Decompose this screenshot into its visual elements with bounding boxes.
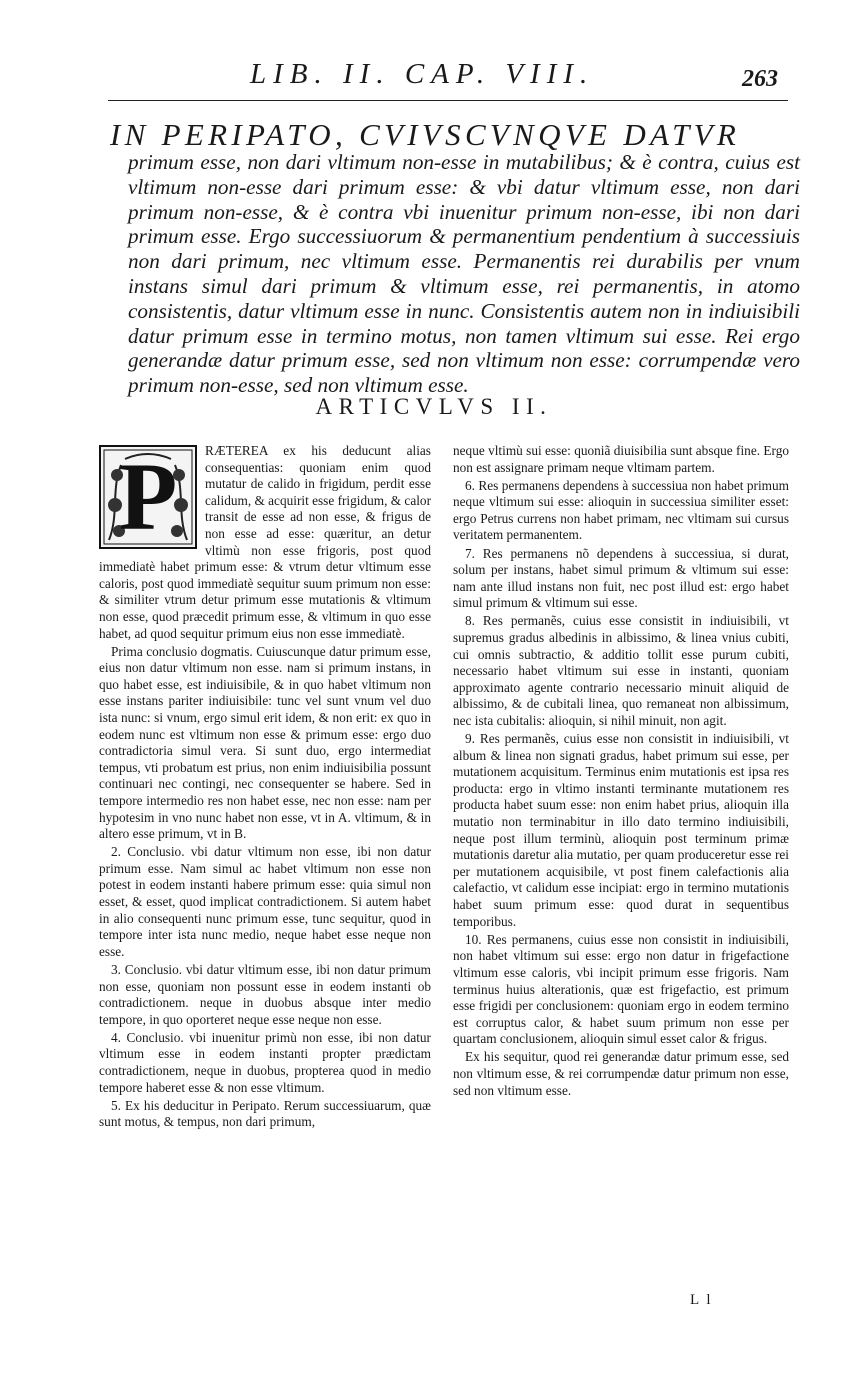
paragraph-item-5: 5. Ex his deducitur in Peripato. Rerum successiuarum, quæ sunt motus, & tempus, non dari primum, (99, 1097, 431, 1130)
paragraph-conclusio-4: 4. Conclusio. vbi inuenitur primù non esse, ibi non datur vltimum esse in eodem instanti propter prædictam contradictionem, neque in duobus, propterea quod in medio tempore haberet esse & non esse vltimum. (99, 1029, 431, 1095)
paragraph-conclusio-3: 3. Conclusio. vbi datur vltimum esse, ibi non datur primum non esse, quoniam non possunt esse in eodem instanti ob contradictionem. neque in duobus absque inter medio tempore, in quo oporteret neque esse neque non esse. (99, 961, 431, 1027)
paragraph-item-7: 7. Res permanens nõ dependens à successiua, si durat, solum per instans, habet simul primum & vltimum sui esse: nam ante illud instans non fuit, nec post illud est: ergo habet simul primum & vltimum sui esse. (453, 545, 789, 611)
article-title: ARTICVLVS II. (315, 394, 553, 419)
paragraph-item-6: 6. Res permanens dependens à successiua non habet primum neque vltimum sui esse: alioquin in successiua similiter esset: ergo Petrus currens non habet primam, nec vltimam sui cursus veritatem permanentem. (453, 477, 789, 543)
paragraph-continuation: neque vltimù sui esse: quoniã diuisibilia sunt absque fine. Ergo non est assignare primam neque vltimam partem. (453, 443, 789, 475)
intro-paragraph: primum esse, non dari vltimum non-esse in mutabilibus; & è contra, cuius est vltimum non-esse dari primum esse: & vbi datur vltimum esse, non dari primum non-esse, & è contra vbi inuenitur primum non-esse, ibi non dari primum esse. Ergo successiuorum & permanentium pendentium à successiuis non dari primum, nec vltimum esse. Permanentis rei durabilis per vnum instans simul dari primum & vltimum esse, rei permanentis, in atomo consistentis, datur vltimum esse in nunc. Consistentis autem non in indiuisibili datur primum esse in termino motus, non tamen vltimum sui esse. Rei ergo generandæ datur primum esse, sed non vltimum non esse: corrumpendæ vero primum non-esse, sed non vltimum esse. (128, 150, 800, 398)
right-column (453, 443, 789, 1101)
left-column (99, 443, 431, 1132)
paragraph-item-8: 8. Res permanẽs, cuius esse consistit in indiuisibili, vt supremus gradus albedinis in albissimo, & linea vnius cubiti, cui omnis subtractio, & additio tollit esse purum cubiti, necessario habet vltimum sui esse in instanti, quoniam approximato agente contrario necessario minuit aliquid de albissimo, & de cubitali linea, quo remaneat non albissimum, nec ista cubitalis: alioquin, si nihil minuit, non agit. (453, 613, 789, 728)
paragraph-prima-conclusio: Prima conclusio dogmatis. Cuiuscunque datur primum esse, eius non datur vltimum non esse. nam si primum instans, in quo habet esse, est indiuisibile, & in quo habet vltimum non esse instans pariter indiuisibile: tunc vel sunt vnum vel duo ista nunc: si vnum, ergo simul erit idem, & non erit: ex quo in eodem nunc est vltimum non esse & primum esse: ergo duo contradictoria simul vera. Si sunt duo, ergo intermediat tempus, vti probatum est prius, non enim indiuisibilia possunt continuari nec contingi, nec consequenter se habere. Sed in tempore intermedio res non habet esse, nec non esse: nam per hypotesim in vno nunc habet non esse, vt in A. vltimum, & in altero esse primum, vt in B. (99, 643, 431, 842)
section-heading: IN PERIPATO, CVIVSCVNQVE DATVR (110, 117, 741, 152)
paragraph-item-10: 10. Res permanens, cuius esse non consistit in indiuisibili, non habet vltimum sui esse: ergo non datur in frigefactione vltimum esse caloris, vbi incipit primum esse frigoris. Nam terminus huius alterationis, quæ est frigefactio, est primum esse frigidi per conclusionem: quoniam ergo in eodem termino est corruptus calor, & habet suum primum non esse per quartam conclusionem, alioquin simul esset calor & frigus. (453, 931, 789, 1047)
paragraph-praeterea: RÆTEREA ex his deducunt alias consequentias: quoniam enim quod mutatur de calido in frigidum, perdit esse calidum, & acquirit esse frigidum, & calor transit de esse ad non esse, & frigus de non esse ad esse: quæritur, an detur vltimù non esse frigoris, post quod immediatè habet primum esse: & vtrum detur vltimum esse caloris, post quod immediatè sequitur suum primum non esse: & similiter vtrum detur primum esse mutationis & vltimum non esse, quod præcedit primum esse, & vltimum in quo esse habet, ad quod sequitur primum eius non esse immediatè. (99, 443, 431, 641)
paragraph-conclusio-2: 2. Conclusio. vbi datur vltimum non esse, ibi non datur primum esse. Nam simul ac habet vltimum non esse non potest in eodem instanti habere primum esse: quia simul non esset, & esset, quod implicat contradictionem. Si autem habet in alio consequenti nunc primum esse, tunc sequitur, quod in tempore inter ista nunc medio, neque habet esse neque non esse. (99, 844, 431, 959)
initial-letter: P (118, 443, 178, 550)
header-rule (108, 100, 788, 101)
paragraph-conclusion: Ex his sequitur, quod rei generandæ datur primum esse, sed non vltimum esse, & rei corrumpendæ datur primum non esse, sed non vltimum esse. (453, 1049, 789, 1098)
running-head (0, 58, 868, 98)
running-title: LIB. II. CAP. VIII. (250, 58, 595, 90)
page-number: 263 (742, 66, 778, 92)
signature-mark: L l (690, 1292, 713, 1308)
ornamental-initial (99, 445, 197, 549)
paragraph-item-9: 9. Res permanẽs, cuius esse non consistit in indiuisibili, vt album & linea non signati gradus, habet primum sui esse, per mutationem acquisitum. Terminus enim mutationis est ipsa res producta: ergo in vltimo instanti terminante mutationem res producta habet suum esse: non enim habet prius, alioquin illa mutatio non terminabitur in illo dato termino indiuisibili, neque post illum terminù, alioquin post terminum primæ mutationis daretur alia mutatio, per quam produceretur esse rei per mutationem acquisibile, vt post finem calefactionis alia calefactio, vt calidum esse incipiat: ergo in termino mutationis habet suum primum esse: quod durat in sequentibus temporibus. (453, 731, 789, 929)
